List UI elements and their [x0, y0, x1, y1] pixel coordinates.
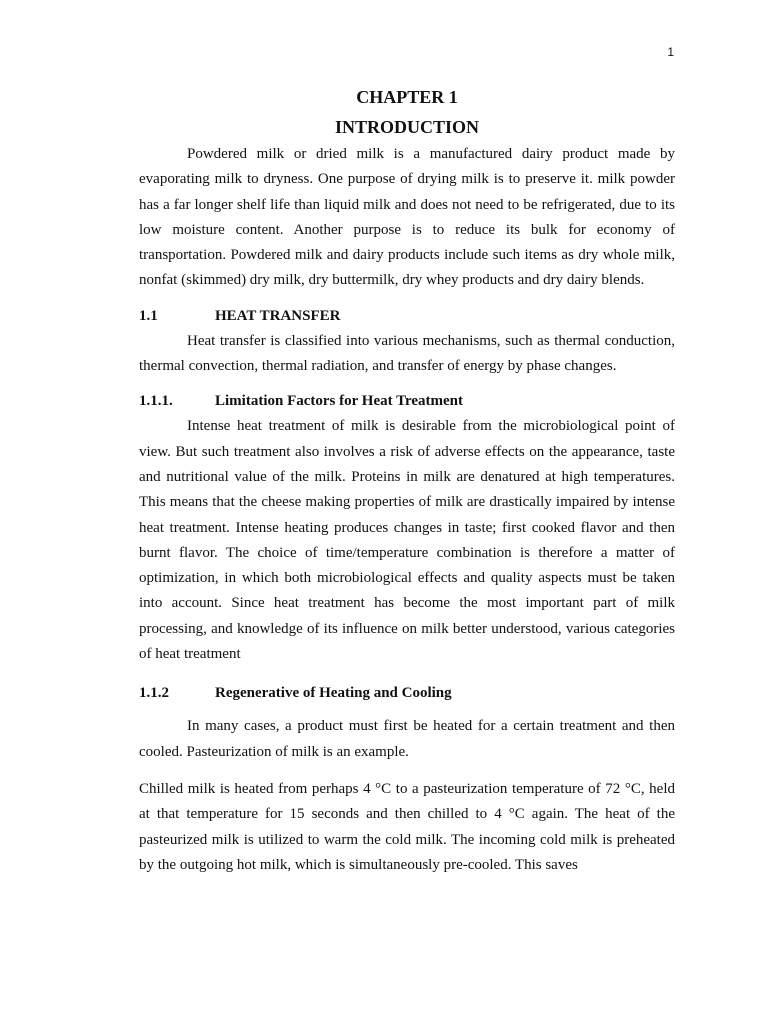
- section-1-1-paragraph: Heat transfer is classified into various mechanisms, such as thermal conduction, thermal convection, thermal radiation, and transfer of energy by phase changes.: [139, 332, 675, 375]
- section-1-1-1-paragraph: Intense heat treatment of milk is desirable from the microbiological point of view. But such treatment also involves a risk of adverse effects on the appearance, taste and nutritional value of the milk. Proteins in milk are denatured at high temperatures. This means that the cheese making properties of milk are drastically impaired by intense heat treatment. Intense heating produces changes in taste; first cooked flavor and then burnt flavor. The choice of time/temperature combination is therefore a matter of optimization, in which both microbiological effects and quality aspects must be taken into account. Since heat treatment has become the most important part of milk processing, and knowledge of its influence on milk better understood, various categories of heat treatment: [139, 418, 675, 663]
- page-number: 1: [667, 45, 674, 59]
- section-title: HEAT TRANSFER: [215, 307, 341, 324]
- section-1-1-2-paragraph-2: Chilled milk is heated from perhaps 4 °C to a pasteurization temperature of 72 °C, held at that temperature for 15 seconds and then chilled to 4 °C again. The heat of the pasteurized milk is utilized to warm the cold milk. The incoming cold milk is preheated by the outgoing hot milk, which is simultaneously pre-cooled. This saves: [139, 780, 675, 873]
- chapter-title: CHAPTER 1: [356, 87, 458, 107]
- section-title: Limitation Factors for Heat Treatment: [215, 393, 463, 410]
- chapter-subtitle: INTRODUCTION: [334, 117, 480, 137]
- section-heading-1-1-1: [139, 391, 675, 411]
- section-title: Regenerative of Heating and Cooling: [215, 685, 452, 702]
- section-number: 1.1: [139, 307, 158, 324]
- page-content: [139, 86, 675, 878]
- section-heading-1-1-2: [139, 683, 675, 703]
- section-number: 1.1.2: [139, 685, 169, 702]
- section-number: 1.1.1.: [139, 393, 173, 410]
- section-1-1-2-paragraph-1: In many cases, a product must first be heated for a certain treatment and then cooled. Pasteurization of milk is an example.: [139, 718, 675, 760]
- intro-paragraph: Powdered milk or dried milk is a manufactured dairy product made by evaporating milk to dryness. One purpose of drying milk is to preserve it. milk powder has a far longer shelf life than liquid milk and does not need to be refrigerated, due to its low moisture content. Another purpose is to reduce its bulk for economy of transportation. Powdered milk and dairy products include such items as dry whole milk, nonfat (skimmed) dry milk, dry buttermilk, dry whey products and dry dairy blends.: [139, 146, 675, 289]
- section-heading-1-1: [139, 306, 675, 326]
